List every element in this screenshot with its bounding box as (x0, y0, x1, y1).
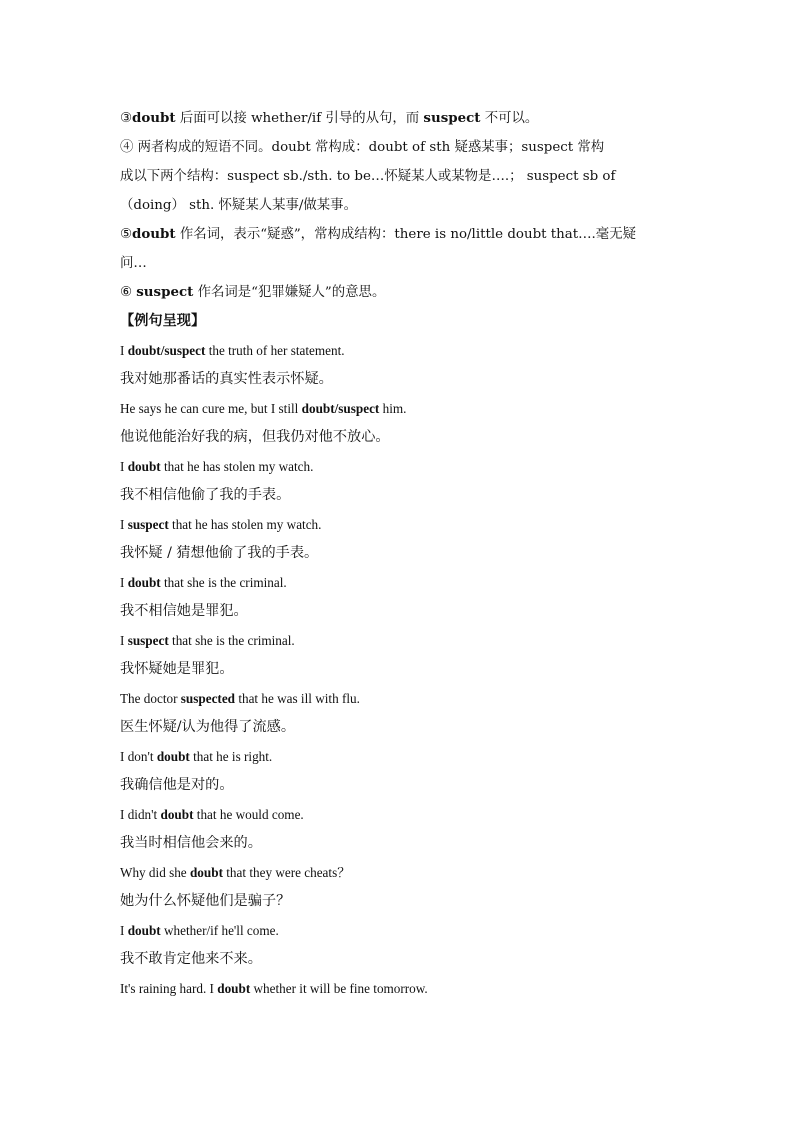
keyword: suspect (127, 633, 169, 648)
note-text: 成以下两个结构：suspect sb./sth. to be…怀疑某人或某物是….； suspect sb of (120, 169, 616, 184)
keyword: suspected (180, 691, 236, 706)
keyword: doubt (160, 807, 194, 822)
example-text: whether it will be fine tomorrow. (250, 981, 428, 996)
note-6 (120, 278, 680, 307)
example-en (120, 684, 680, 713)
example-zh: 她为什么怀疑他们是骗子？ (120, 893, 291, 909)
note-4-line-3 (120, 191, 680, 220)
note-4-line-1 (120, 133, 680, 162)
example-zh: 我确信他是对的。 (120, 777, 234, 793)
keyword: doubt/suspect (127, 343, 206, 358)
keyword: doubt (132, 226, 176, 242)
example-text: I (120, 575, 128, 590)
note-5-line-1 (120, 220, 680, 249)
example-en (120, 336, 680, 365)
keyword: suspect (423, 110, 481, 126)
document-body (120, 104, 680, 1003)
note-text: 作名词是“犯罪嫌疑人”的意思。 (193, 285, 386, 300)
note-marker: ⑤ (120, 227, 133, 242)
example-zh: 我怀疑她是罪犯。 (120, 661, 234, 677)
example-text: I (120, 633, 128, 648)
example-en (120, 452, 680, 481)
example-text: that she is the criminal. (160, 575, 287, 590)
keyword: doubt (189, 865, 223, 880)
example-text: the truth of her statement. (205, 343, 345, 358)
keyword: doubt (156, 749, 190, 764)
example-text: He says he can cure me, but I still (120, 401, 302, 416)
example-text: I (120, 343, 128, 358)
example-en (120, 568, 680, 597)
example-en (120, 800, 680, 829)
keyword: suspect (136, 284, 194, 300)
example-text: that he has stolen my watch. (160, 459, 314, 474)
example-zh: 我不相信她是罪犯。 (120, 603, 248, 619)
example-text: him. (379, 401, 407, 416)
example-zh: 我怀疑 / 猜想他偷了我的手表。 (120, 545, 319, 561)
example-en (120, 510, 680, 539)
keyword: doubt (217, 981, 251, 996)
note-5-line-2 (120, 249, 680, 278)
example-text: I (120, 517, 128, 532)
note-text: 作名词，表示“疑惑”，常构成结构：there is no/little doubt that….毫无疑 (175, 227, 636, 242)
example-text: I didn't (120, 807, 161, 822)
note-marker: ③ (120, 111, 133, 126)
example-zh: 医生怀疑/认为他得了流感。 (120, 719, 296, 735)
keyword: doubt (132, 110, 176, 126)
example-en (120, 916, 680, 945)
example-text: Why did she (120, 865, 190, 880)
example-zh: 我当时相信他会来的。 (120, 835, 262, 851)
example-text: that she is the criminal. (168, 633, 295, 648)
note-text: 不可以。 (480, 111, 539, 126)
keyword: doubt/suspect (301, 401, 380, 416)
keyword: doubt (127, 459, 161, 474)
example-text: It's raining hard. I (120, 981, 218, 996)
example-text: that he would come. (193, 807, 304, 822)
example-text: I don't (120, 749, 157, 764)
note-text: （doing） sth. 怀疑某人某事/做某事。 (120, 198, 357, 213)
note-4-line-2 (120, 162, 680, 191)
keyword: doubt (127, 575, 161, 590)
example-text: I (120, 459, 128, 474)
example-en (120, 394, 680, 423)
keyword: doubt (127, 923, 161, 938)
example-text: whether/if he'll come. (160, 923, 279, 938)
examples-heading: 【例句呈现】 (120, 313, 206, 329)
note-text: 后面可以接 whether/if 引导的从句，而 (175, 111, 424, 126)
example-text: that he is right. (189, 749, 273, 764)
example-en (120, 858, 680, 887)
example-en (120, 742, 680, 771)
example-text: that he has stolen my watch. (168, 517, 322, 532)
example-zh: 我对她那番话的真实性表示怀疑。 (120, 371, 333, 387)
example-zh: 他说他能治好我的病，但我仍对他不放心。 (120, 429, 390, 445)
example-text: The doctor (120, 691, 181, 706)
example-text: that he was ill with flu. (235, 691, 360, 706)
note-text: ④ 两者构成的短语不同。doubt 常构成：doubt of sth 疑惑某事；suspect 常构 (120, 140, 605, 155)
example-text: that they were cheats？ (222, 865, 351, 880)
example-text: I (120, 923, 128, 938)
note-text: 问… (120, 256, 147, 271)
example-en (120, 626, 680, 655)
example-zh: 我不敢肯定他来不来。 (120, 951, 262, 967)
keyword: suspect (127, 517, 169, 532)
note-marker: ⑥ (120, 285, 137, 300)
note-3 (120, 104, 680, 133)
example-en (120, 974, 680, 1003)
example-zh: 我不相信他偷了我的手表。 (120, 487, 291, 503)
